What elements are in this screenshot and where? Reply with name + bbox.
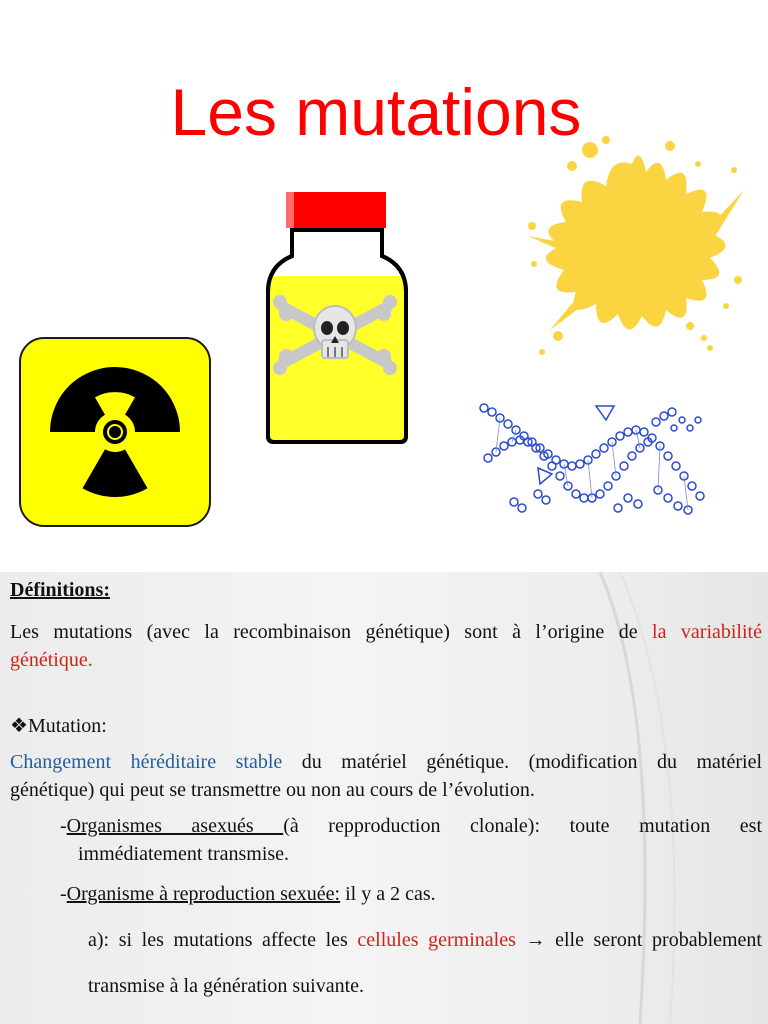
mutation-definition-line-2: génétique) qui peut se transmettre ou non au cours de l’évolution. bbox=[10, 779, 535, 801]
diamond-bullet-icon: ❖ bbox=[10, 715, 28, 737]
definition-line-2: génétique. bbox=[10, 649, 93, 671]
slide-title: Les mutations bbox=[170, 75, 582, 149]
radiation-hazard-icon bbox=[18, 336, 212, 528]
case-a-line-2: transmise à la génération suivante. bbox=[88, 975, 365, 997]
mutation-definition-line-1: Changement héréditaire stable du matériel génétique. (modification du matériel bbox=[10, 751, 762, 773]
sexual-organisms-line: -Organisme à reproduction sexuée: il y a 2 cas. bbox=[60, 883, 436, 905]
sun-splash-icon bbox=[520, 130, 750, 360]
poison-bottle-icon bbox=[262, 190, 412, 446]
definition-line-1: Les mutations (avec la recombinaison génétique) sont à l’origine de la variabilité bbox=[10, 621, 762, 643]
asexual-organisms-line-2: immédiatement transmise. bbox=[78, 843, 290, 865]
mutation-heading: ❖Mutation: bbox=[10, 715, 107, 737]
definitions-panel bbox=[0, 572, 768, 1024]
definitions-heading: Définitions: bbox=[10, 579, 110, 601]
asexual-organisms-line-1: -Organismes asexués (à repproduction clonale): toute mutation est bbox=[60, 815, 763, 837]
dna-helix-illustration bbox=[478, 398, 714, 518]
case-a-line-1: a): si les mutations affecte les cellules germinales → elle seront probablement bbox=[88, 929, 762, 951]
